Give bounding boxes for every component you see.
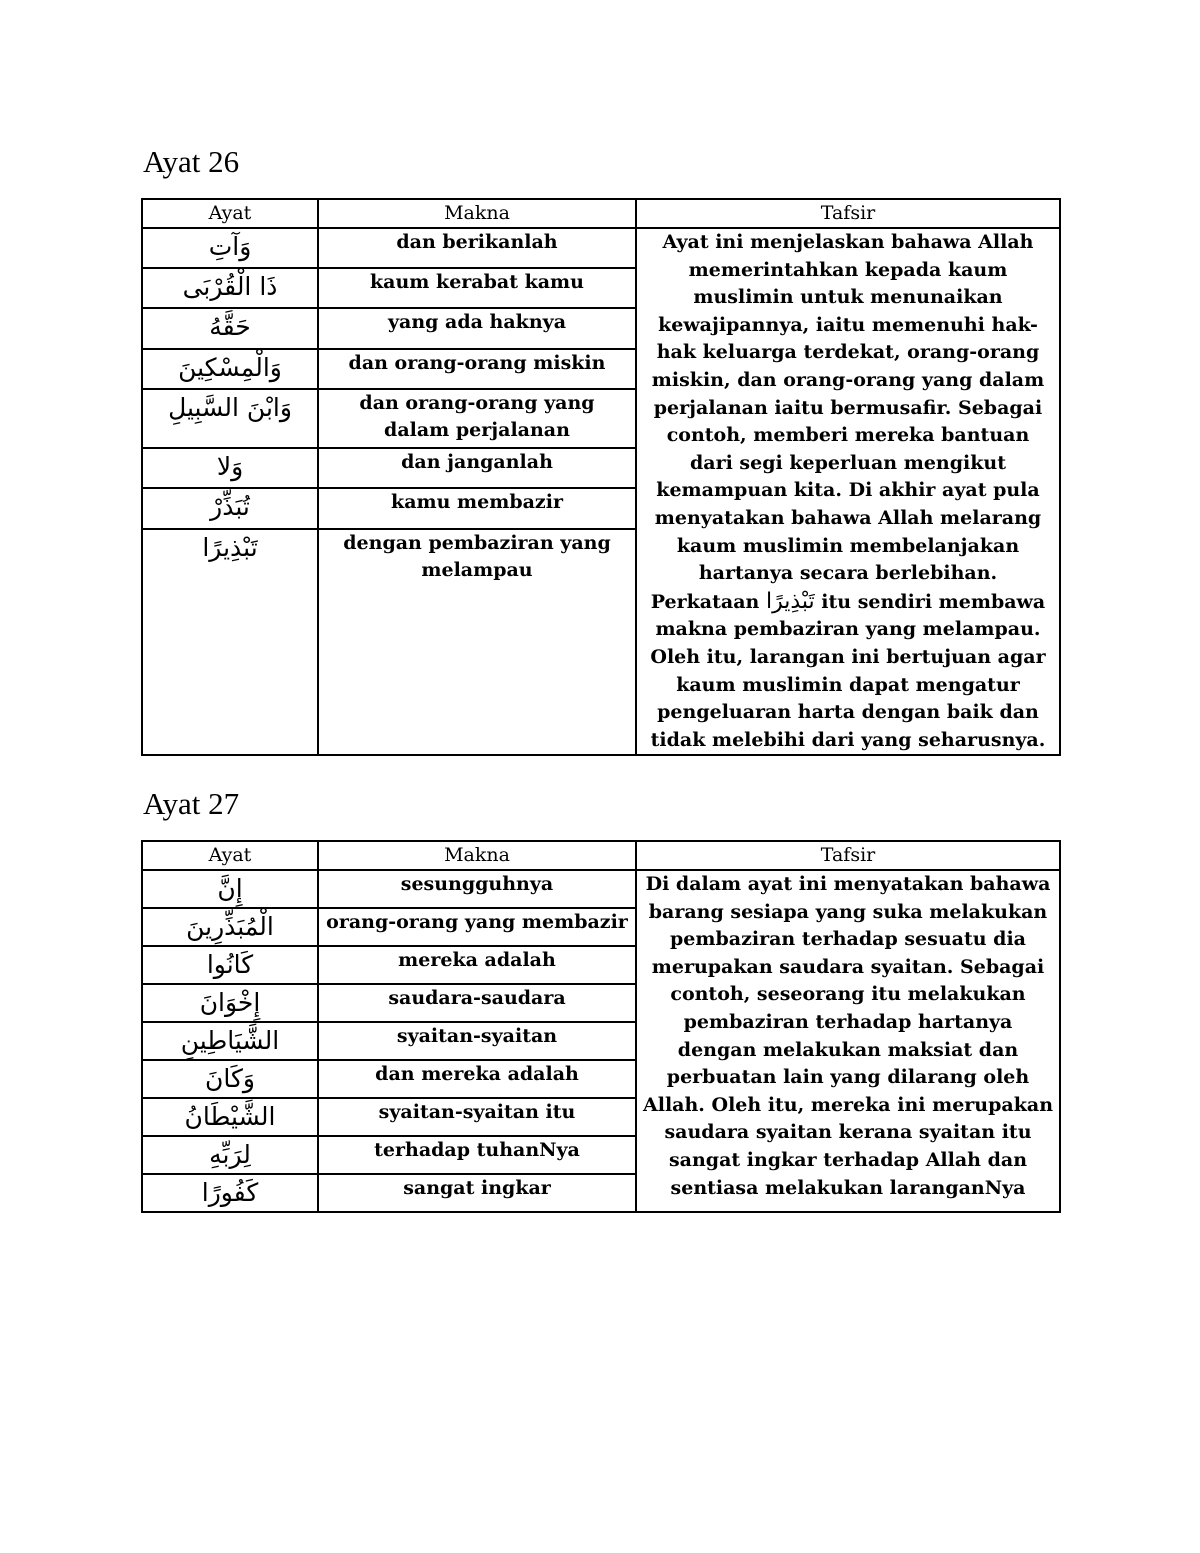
ayat-arabic-cell: كَانُوا bbox=[142, 946, 318, 984]
table-header-row bbox=[142, 841, 1060, 870]
ayat-arabic-cell: تُبَذِّرْ bbox=[142, 488, 318, 528]
ayat-arabic-cell: لِرَبِّهِ bbox=[142, 1136, 318, 1174]
tafsir-cell: Di dalam ayat ini menyatakan bahawa barang sesiapa yang suka melakukan pembaziran terhadap sesuatu dia merupakan saudara syaitan. Sebagai contoh, seseorang itu melakukan pembaziran terhadap hartanya dengan melakukan maksiat dan perbuatan lain yang dilarang oleh Allah. Oleh itu, mereka ini merupakan saudara syaitan kerana syaitan itu sangat ingkar terhadap Allah dan sentiasa melakukan laranganNya bbox=[636, 870, 1060, 1212]
header-ayat: Ayat bbox=[142, 841, 318, 870]
table-row bbox=[142, 228, 1060, 268]
header-makna: Makna bbox=[318, 841, 636, 870]
ayat-arabic-cell: إِخْوَانَ bbox=[142, 984, 318, 1022]
makna-cell: yang ada haknya bbox=[318, 308, 636, 348]
ayat-arabic-cell: الشَّيْطَانُ bbox=[142, 1098, 318, 1136]
ayat-arabic-cell: تَبْذِيرًا bbox=[142, 529, 318, 756]
ayat-arabic-cell: وَالْمِسْكِينَ bbox=[142, 349, 318, 389]
makna-cell: syaitan-syaitan bbox=[318, 1022, 636, 1060]
header-makna: Makna bbox=[318, 199, 636, 228]
ayat-27-table bbox=[141, 840, 1061, 1213]
section-title-ayat-26: Ayat 26 bbox=[143, 144, 240, 179]
makna-cell: kamu membazir bbox=[318, 488, 636, 528]
tafsir-text-after: itu sendiri membawa makna pembaziran yang melampau. Oleh itu, larangan ini bertujuan agar kaum muslimin dapat mengatur pengeluaran harta dengan baik dan tidak melebihi dari yang seharusnya. bbox=[650, 590, 1046, 751]
header-tafsir: Tafsir bbox=[636, 199, 1060, 228]
header-tafsir: Tafsir bbox=[636, 841, 1060, 870]
ayat-arabic-cell: إِنَّ bbox=[142, 870, 318, 908]
ayat-arabic-cell: حَقَّهُ bbox=[142, 308, 318, 348]
ayat-arabic-cell: ذَا الْقُرْبَى bbox=[142, 268, 318, 308]
makna-cell: syaitan-syaitan itu bbox=[318, 1098, 636, 1136]
tafsir-text-before: Ayat ini menjelaskan bahawa Allah memerintahkan kepada kaum muslimin untuk menunaikan kewajipannya, iaitu memenuhi hak-hak keluarga terdekat, orang-orang miskin, dan orang-orang yang dalam perjalanan iaitu bermusafir. Sebagai contoh, memberi mereka bantuan dari segi keperluan mengikut kemampuan kita. Di akhir ayat pula menyatakan bahawa Allah melarang kaum muslimin membelanjakan hartanya secara berlebihan. Perkataan bbox=[650, 231, 1045, 613]
makna-cell: terhadap tuhanNya bbox=[318, 1136, 636, 1174]
table-row bbox=[142, 870, 1060, 908]
makna-cell: orang-orang yang membazir bbox=[318, 908, 636, 946]
makna-cell: sesungguhnya bbox=[318, 870, 636, 908]
ayat-arabic-cell: وَكَانَ bbox=[142, 1060, 318, 1098]
section-title-ayat-27: Ayat 27 bbox=[143, 786, 240, 821]
makna-cell: dan mereka adalah bbox=[318, 1060, 636, 1098]
ayat-arabic-cell: كَفُورًا bbox=[142, 1174, 318, 1212]
tafsir-arabic-word: تَبْذِيرًا bbox=[765, 588, 815, 614]
ayat-arabic-cell: وَآتِ bbox=[142, 228, 318, 268]
tafsir-cell bbox=[636, 228, 1060, 755]
makna-cell: dan orang-orang yang dalam perjalanan bbox=[318, 389, 636, 448]
ayat-arabic-cell: وَابْنَ السَّبِيلِ bbox=[142, 389, 318, 448]
ayat-26-table bbox=[141, 198, 1061, 756]
table-header-row bbox=[142, 199, 1060, 228]
ayat-arabic-cell: وَلا bbox=[142, 448, 318, 488]
makna-cell: mereka adalah bbox=[318, 946, 636, 984]
ayat-arabic-cell: الْمُبَذِّرِينَ bbox=[142, 908, 318, 946]
makna-cell: dan berikanlah bbox=[318, 228, 636, 268]
ayat-arabic-cell: الشَّيَاطِينِ bbox=[142, 1022, 318, 1060]
makna-cell: dan orang-orang miskin bbox=[318, 349, 636, 389]
makna-cell: saudara-saudara bbox=[318, 984, 636, 1022]
makna-cell: kaum kerabat kamu bbox=[318, 268, 636, 308]
makna-cell: dan janganlah bbox=[318, 448, 636, 488]
makna-cell: sangat ingkar bbox=[318, 1174, 636, 1212]
header-ayat: Ayat bbox=[142, 199, 318, 228]
makna-cell: dengan pembaziran yang melampau bbox=[318, 529, 636, 756]
